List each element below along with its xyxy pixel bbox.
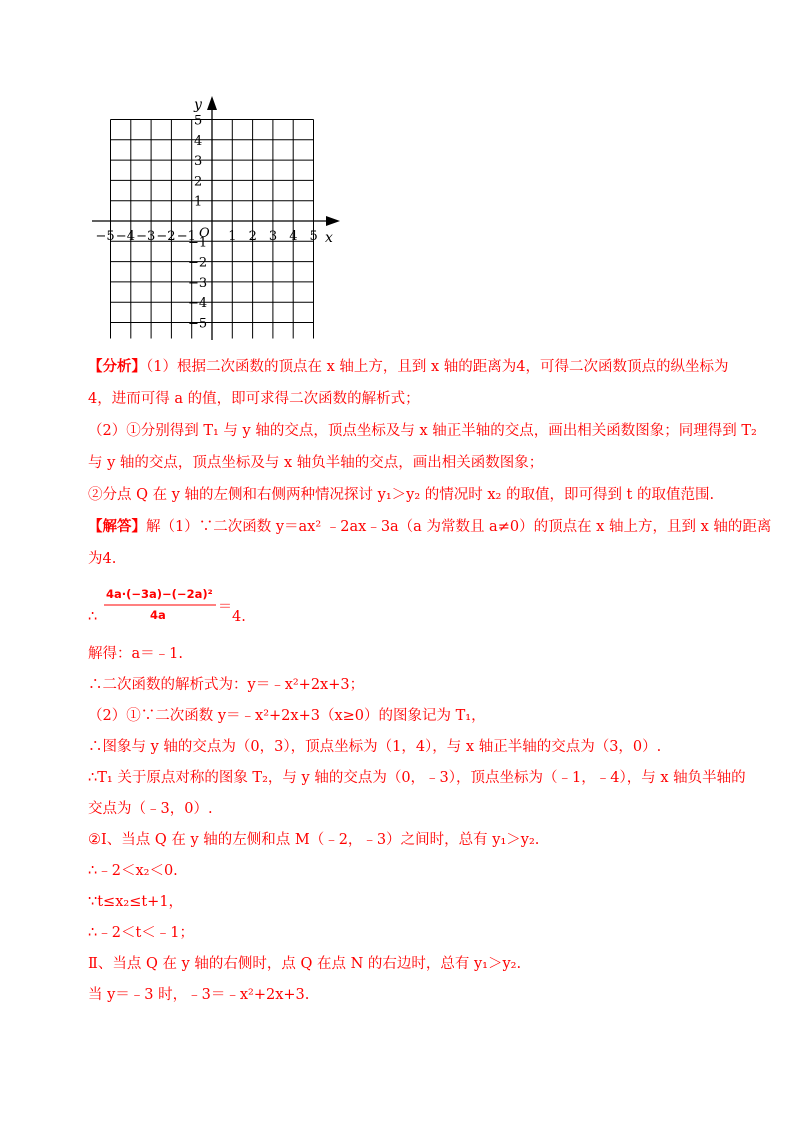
analysis-tag: 【分析】 xyxy=(88,358,146,375)
fraction-denominator: 4a xyxy=(150,608,166,622)
analysis-line-5: ②分点 Q 在 y 轴的左侧和右侧两种情况探讨 y₁＞y₂ 的情况时 x₂ 的取值，即可得到 t 的取值范围. xyxy=(88,487,715,503)
x-tick-label: 4 xyxy=(289,229,298,244)
solution-line-6: ∴图象与 y 轴的交点为（0，3），顶点坐标为（1，4），与 x 轴正半轴的交点为（3，0）. xyxy=(88,739,662,755)
origin-label: O xyxy=(199,226,210,241)
y-tick-label: 1 xyxy=(194,194,203,210)
analysis-line-2: 4，进而可得 a 的值，即可求得二次函数的解析式； xyxy=(88,391,420,407)
x-tick-label: 2 xyxy=(248,229,257,244)
solution-line-3: 解得：a＝﹣1. xyxy=(88,646,183,662)
solution-line-5: （2）①∵二次函数 y＝﹣x²+2x+3（x≥0）的图象记为 T₁， xyxy=(88,708,486,724)
fraction-equals: ＝ xyxy=(218,599,232,615)
y-tick-label: 5 xyxy=(194,113,203,129)
fraction-prefix: ∴ xyxy=(88,609,98,625)
solution-line-14: 当 y＝﹣3 时，﹣3＝﹣x²+2x+3. xyxy=(88,987,310,1003)
x-tick-label: 1 xyxy=(228,229,237,244)
fraction-rhs: 4. xyxy=(232,609,246,625)
analysis-line-4: 与 y 轴的交点，顶点坐标及与 x 轴负半轴的交点，画出相关函数图象； xyxy=(88,455,544,471)
y-tick-label: 3 xyxy=(194,154,203,170)
analysis-text-1a: （1）根据二次函数的顶点在 x 轴上方，且到 x 轴的距离为4，可得二次函数顶点的纵坐标为 xyxy=(146,359,729,375)
y-axis xyxy=(207,96,217,340)
x-tick-label: −2 xyxy=(156,229,176,244)
y-tick-label: −4 xyxy=(188,296,208,312)
solution-line-10: ∴﹣2＜x₂＜0. xyxy=(88,863,178,879)
analysis-line-3: （2）①分别得到 T₁ 与 y 轴的交点，顶点坐标及与 x 轴正半轴的交点，画出相关函数图象；同理得到 T₂ xyxy=(88,423,757,439)
fraction-numerator: 4a·(−3a)−(−2a)² xyxy=(106,587,213,601)
coordinate-grid-figure xyxy=(0,0,800,360)
x-tick-label: 5 xyxy=(309,229,318,244)
solution-text-1a: 解（1）∵二次函数 y＝ax² ﹣2ax﹣3a（a 为常数且 a≠0）的顶点在 x 轴上方，且到 x 轴的距离 xyxy=(146,519,772,535)
solution-line-12: ∴﹣2＜t＜﹣1； xyxy=(88,925,195,941)
x-tick-label: −4 xyxy=(115,229,135,244)
tick-labels xyxy=(96,114,318,332)
solution-line-7: ∴T₁ 关于原点对称的图象 T₂，与 y 轴的交点为（0，﹣3），顶点坐标为（﹣1，﹣4），与 x 轴负半轴的 xyxy=(88,770,746,786)
y-tick-label: −1 xyxy=(188,235,208,251)
solution-line-2: 为4. xyxy=(88,551,117,567)
solution-line-8: 交点为（﹣3，0）. xyxy=(88,801,213,817)
x-tick-label: 3 xyxy=(268,229,278,244)
solution-line-11: ∵t≤x₂≤t+1， xyxy=(88,894,184,910)
x-tick-label: −3 xyxy=(136,229,156,244)
y-tick-label: 2 xyxy=(194,174,203,190)
x-axis-label: x xyxy=(325,230,333,246)
y-axis-label: y xyxy=(194,97,202,113)
y-tick-label: −5 xyxy=(188,316,208,332)
analysis-line-1 xyxy=(88,357,729,377)
solution-line-4: ∴二次函数的解析式为：y＝﹣x²+2x+3； xyxy=(88,677,365,693)
solution-tag: 【解答】 xyxy=(88,518,146,535)
solution-line-13: Ⅱ、当点 Q 在 y 轴的右侧时，点 Q 在点 N 的右边时，总有 y₁＞y₂. xyxy=(88,956,522,972)
solution-line-1 xyxy=(88,517,771,537)
y-tick-label: −3 xyxy=(188,275,208,291)
y-tick-label: −2 xyxy=(188,255,208,271)
solution-line-9: ②Ⅰ、当点 Q 在 y 轴的左侧和点 M（﹣2，﹣3）之间时，总有 y₁＞y₂. xyxy=(88,832,540,848)
x-tick-label: −1 xyxy=(176,229,196,244)
x-axis xyxy=(92,216,340,226)
y-tick-label: 4 xyxy=(194,133,203,149)
x-tick-label: −5 xyxy=(95,229,115,244)
